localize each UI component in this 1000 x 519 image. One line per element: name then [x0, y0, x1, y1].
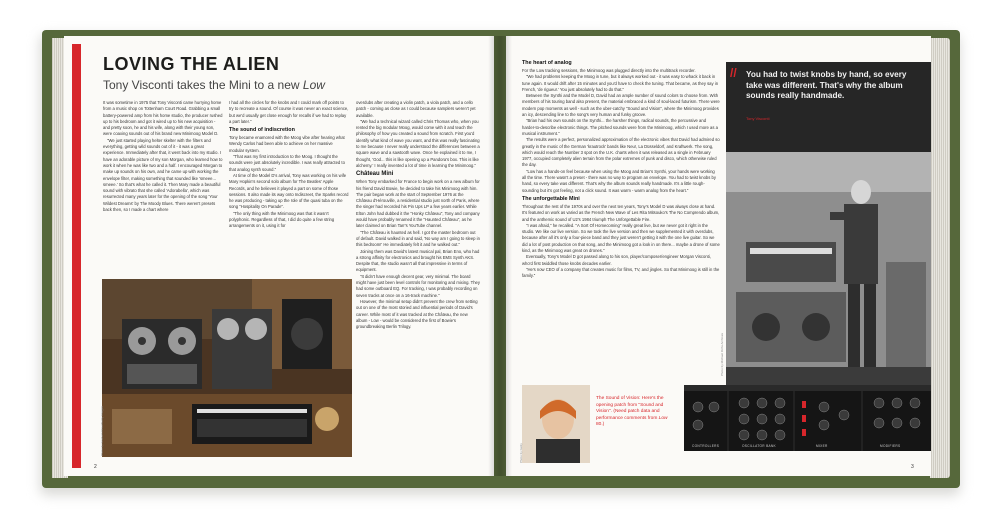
paragraph: "The only thing with the Minimoog was that it wasn't polyphonic. Regardless of that, I did do quite a few string arrangements on it, using it for — [229, 210, 335, 229]
paragraph: "It didn't have enough decent gear, very minimal. The board might have just been level controls for monitoring and mixing. They had some outboard EQ. For tracking, I was probably recording on seven tracks at once on a 16-track machine." — [356, 273, 480, 298]
caption-italic: Low — [658, 415, 668, 421]
synth-section-label: CONTROLLERS — [692, 444, 720, 448]
paragraph: However, the minimal setup didn't prevent the crew from setting out on one of the most storied and influential periods of David's career. While most of it was tracked at the Château, the new album - Low - would be considered the first of Bowie's groundbreaking Berlin Trilogy. — [356, 298, 478, 330]
section-heading: The unforgettable Mini — [522, 195, 580, 202]
paragraph: "Brian had his own sounds on the Synthi... the harsher things, radical sounds, the percussive and harder-to-describe electronic things. The pitched sounds were from the Minimoog, which I used more as a musical instrument." — [522, 118, 718, 136]
paragraph: I had all the circles for the knobs and I could mark off points to try to recreate a sound. Of course it was never an exact science, but we'd usually get close enough for recalls if we had to replay a part later." — [229, 100, 349, 124]
minimoog-illustration — [684, 385, 931, 451]
photo-credit: Photo by Getty — [519, 443, 523, 463]
page-edges-right — [930, 38, 950, 478]
studio-photo-illustration — [102, 279, 352, 457]
paragraph: "Low has a hands-on feel because when using the Moog and Brian's Synthi, your hands were working all the time. There wasn't a preset - there was no way to program an envelope. You had to twist knobs by hand, so every take was different. That's why the album sounds really handmade. It's a little rough-sounding but it's got feeling, not a click sound. It was warm - warm analog from the heart." — [522, 168, 716, 193]
section-heading: Château Mini — [356, 171, 394, 178]
pull-quote-attribution: Tony Visconti — [746, 116, 770, 121]
book-gutter — [488, 36, 512, 476]
paragraph: Throughout the rest of the 1970s and over the next ten years, Tony's Model D was always close at hand. It's featured on work as varied as the French New Wave of Les Rita Mitsouko's The No Comprendo album, and the anthemic sound of U2's 1984 triumph The Unforgettable Fire. — [522, 203, 720, 222]
pull-quote-text: You had to twist knobs by hand, so every take was different. That's why the album sounds really handmade. — [746, 70, 907, 100]
section-heading: The heart of analog — [522, 60, 572, 66]
left-page — [64, 36, 494, 476]
article-title: LOVING THE ALIEN — [103, 54, 280, 74]
bowie-rehearsal-photo — [726, 62, 931, 397]
paragraph: "The Château is haunted as hell. I got the master bedroom out of default. David walked in and said, 'No way am I going to sleep in this bedroom!' He immediately felt it and he walked out." — [356, 229, 480, 248]
quote-mark-icon: // — [730, 66, 737, 80]
paragraph: "He's now CEO of a company that creates music for films, TV, and jingles. So that Minimoog is still in the family." — [522, 266, 720, 279]
paragraph: "We had a technical wizard called Chris Thomas who, when you rented the big modular Moog, would come with it and teach the philosophy of how you created a sound from scratch. First you'd identify what kind of wave you want, and this was really fascinating to me because I never really understood the differences between a square wave and a sawtooth wave. Once he explained it to me, I thought, 'God... this is like opening up a Pandora's box. This is like alchemy.' I really invented a lot of time in learning the Minimoog." — [356, 118, 480, 168]
page-number: 3 — [911, 464, 914, 470]
subtitle-italic: Low — [302, 78, 325, 92]
photo-credit: Photo by Graham Drew/Getty Images — [100, 405, 104, 456]
synth-section-label: MODIFIERS — [880, 444, 901, 448]
text-column-1 — [103, 100, 223, 276]
photo-credit: Photo by Michael Ochs Archives — [720, 332, 724, 376]
synth-section-label: OSCILLATOR BANK — [742, 444, 776, 448]
paragraph: Between the Synthi and the Model D, David had an ample number of sound colors to choose from. With members of his touring band also present, the material embraced a kind of soul-laced futurism. There were modern pop moments as well - such as the uber-catchy "Sound and Vision", where the Minimoog provides an icy, descending line to the song's very human and funky groove. — [522, 93, 720, 118]
paragraph: "I was afraid," he recalled. "A Sort Of Homecoming" really great live, but we never got it right in the studio. We like our live version. So we took the live version and then we supplemented it with overdubs, because after all it's only a four-piece band and they just weren't getting it with the one live guitar. So we did a lot of post production on that song, and the Minimoog got a look in on there... maybe a drone of some kind, as the Minimoog was great on drones." — [522, 222, 720, 254]
paragraph: "We just started playing helter skelter with the filters and everything, getting wild sounds out of it - it was a great experience. Immediately after that, it went back into my studio. I have an adorable picture of my son Morgan, who learned how to work it when he was like two and a half. I encouraged Morgan to make up sounds on his own, and he came up with working the envelope filter, making something that sounded like 'smeee... smeee.' So that's what he called it. Then Mary made a beautiful sound with vibrato that she called 'Adorabella', which was resurrected many years later for the opening of the song 'Your Wildest Dreams' by The Moody Blues. There weren't presets back then, so I made a chart where — [103, 137, 223, 213]
synth-patch-caption — [596, 396, 676, 429]
minimoog-panel-image — [684, 385, 931, 451]
paragraph: The results were a perfect, personalized approximation of the electronic vibes that David had admired so greatly in the music of the German 'krautrock' bands like Neu!, La Düsseldorf, and Kraftwerk. The song, which would reach the Number 3 spot on the U.K. charts when it was released as a single in February 1977, occupied completely alien terrain from the polar extremes of punk and disco, which otherwise ruled the day. — [522, 137, 720, 168]
paragraph: At time of the Model D's arrival, Tony was working on his wife Mary Hopkin's second solo album for The Beatles' Apple Records, and he believes it played a part on some of those sessions. It also made its way onto Indiscreet, the Sparks record he was producing - taking up the role of the quasi tuba on the song "Hospitality On Parade". — [229, 172, 349, 210]
paragraph: "We had problems keeping the Moog in tune, but it always worked out - it was easy to whack it back in tune again. It would drift after 15 minutes and you'd have to check the tuning. That became, as they say in French, 'de rigueur.' You just absolutely had to do that." — [522, 74, 719, 92]
page-number: 2 — [94, 464, 97, 470]
text-column-3 — [356, 100, 480, 462]
rehearsal-photo-illustration — [726, 62, 931, 397]
bowie-album-photo — [522, 385, 590, 463]
subtitle-text: Tony Visconti takes the Mini to a new — [103, 78, 303, 92]
paragraph: "That was my first introduction to the Moog. I thought the sounds were just absolutely incredible. I was really attracted to that analog synth sound." — [229, 154, 345, 172]
synth-section-label: MIXER — [816, 444, 828, 448]
paragraph: Tony became enamored with the Moog vibe after hearing what Wendy Carlos had been able to achieve on her massive modular system. — [229, 135, 345, 153]
paragraph: Joining them was David's latest musical pal, Brian Eno, who had a strong affinity for electronics and brought his EMS Synth AKS. Despite that, the studio wasn't all that impressive in terms of equipment. — [356, 248, 480, 273]
red-accent-bar — [72, 44, 81, 468]
caption-text-end: 80.) — [596, 422, 605, 427]
paragraph: overdubs after creating a violin patch, a viola patch, and a cello patch - coming as close as I could because samplers weren't yet available. — [356, 100, 476, 118]
paragraph: When Tony embarked for France to begin work on a new album for his friend David Bowie, he decided to take his Minimoog with him. The pair began work at the start of September 1976 at the Château d'Hérouville, a residential studio just north of Paris, where the singer had recorded his Pin Ups LP a few years earlier. While Elton John had dubbed it the "Honky Château", Tony and company would have probably renamed it the "Haunted Château", as he later claimed on Brian Tarr's YouTube channel. — [356, 179, 480, 229]
paragraph: For the Low tracking sessions, the Minimoog was plugged directly into the multitrack recorder. — [522, 68, 696, 73]
text-column-2 — [229, 100, 349, 276]
paragraph: Eventually, Tony's Model D got passed along to his son, player/composer/engineer Morgan Visconti, who'd first twiddled those knobs decades earlier. — [522, 254, 711, 266]
studio-photo — [102, 279, 352, 457]
section-heading: The sound of indiscretion — [229, 127, 295, 134]
right-page — [506, 36, 931, 476]
album-photo-illustration — [522, 385, 590, 463]
text-column-right — [522, 58, 720, 378]
caption-text: The Sound of Vision: Here's the opening patch from "Sound and Vision". (Need patch data and performance comments from — [596, 396, 664, 421]
paragraph: It was sometime in 1975 that Tony Visconti came hurrying home from a music shop on Tottenham Court Road. Grabbing a small battery-powered amp from his home studio, the producer rushed up to his bedroom and got it wired up to his new acquisition - and pretty soon, he and his wife, along with their young son, were coaxing sounds out of his brand new Minimoog Model D. — [103, 100, 223, 137]
article-subtitle — [103, 78, 325, 92]
